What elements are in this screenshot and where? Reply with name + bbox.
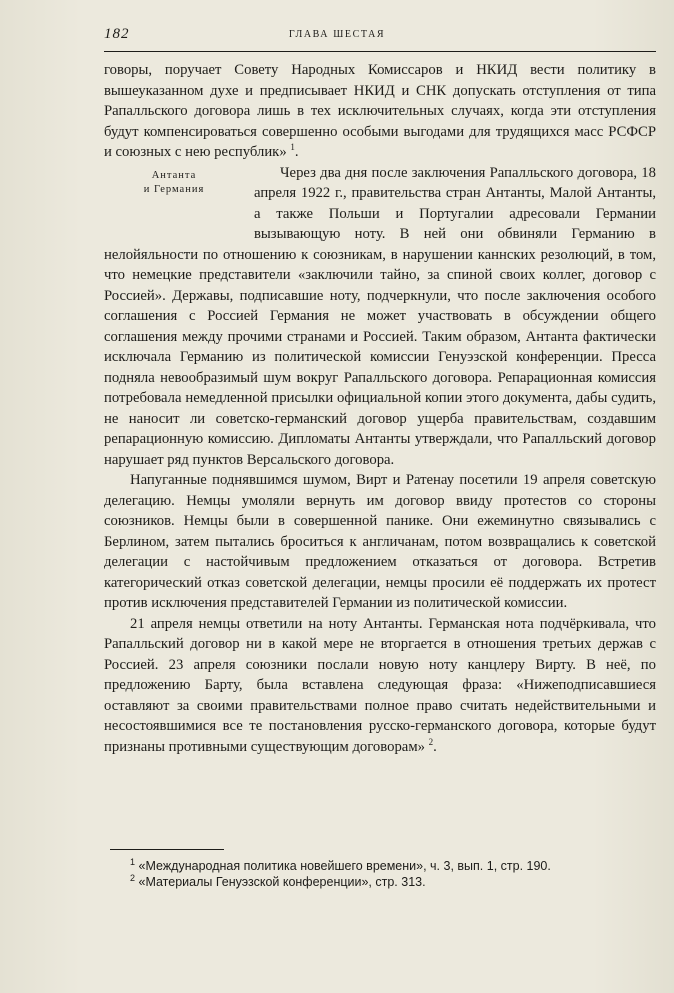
margin-note-line-1: Антанта	[151, 169, 197, 181]
paragraph-4-end: .	[433, 738, 437, 755]
paragraph-1-text: говоры, поручает Совету Народных Комиссаров и НКИД вести политику в вышеуказанном духе и предписывает НКИД и СНК допускать отступления от типа Рапалльского договора лишь в тех исключительных случаях, когда эти отступления будут компенсироваться совершенно особыми выгодами для трудящихся масс РСФСР и союзных с нею республик»	[104, 62, 656, 160]
footnote-rule	[110, 849, 224, 850]
header-rule	[104, 51, 656, 52]
paragraph-4	[104, 614, 656, 758]
footnote-1-text: «Международная политика новейшего времени», ч. 3, вып. 1, стр. 190.	[138, 859, 551, 873]
margin-note	[104, 169, 244, 227]
footnote-2-mark: 2	[130, 872, 136, 883]
footnote-ref-1[interactable]: 1	[290, 142, 295, 153]
footnote-2-text: «Материалы Генуэзской конференции», стр. 313.	[138, 875, 426, 889]
paragraph-4-text: 21 апреля немцы ответили на ноту Антанты. Германская нота подчёркивала, что Рапалльский договор ни в какой мере не вторгается в отношения третьих держав с Россией. 23 апреля союзники послали новую ноту канцлеру Вирту. В неё, по предложению Барту, была вставлена следующая фраза: «Нижеподписавшиеся оставляют за своими правительствами полное право считать недействительными и несостоявшимися все те постановления русско-германского договора, которые будут признаны противными существующим договорам»	[104, 615, 656, 755]
page-number: 182	[104, 26, 130, 42]
paragraph-3: Напуганные поднявшимся шумом, Вирт и Ратенау посетили 19 апреля советскую делегацию. Немцы умоляли вернуть им договор ввиду протестов со стороны союзников. Немцы были в совершенной панике. Они ежеминутно связывались с Берлином, затем пытались броситься к англичанам, потом возвращались к советской делегации с настойчивым предложением отказаться от договора. Встретив категорический отказ советской делегации, немцы просили её поддержать их протест против исключения представителей Германии из политической комиссии.	[104, 472, 656, 611]
paragraph-1	[104, 60, 656, 163]
paragraph-2-text: Через два дня после заключения Рапалльского договора, 18 апреля 1922 г., правительства стран Антанты, Малой Антанты, а также Польши и Португалии адресовали Германии вызывающую ноту. В ней они обвиняли Германию в нелойяльности по отношению к союзникам, в нарушении каннских резолюций, в том, что немецкие представители «заключили тайно, за спиной своих коллег, договор с Россией». Державы, подписавшие ноту, подчеркнули, что после заключения особого соглашения с Россией Германия не может участвовать в обсуждении общего соглашения между прочими странами и Россией. Таким образом, Антанта фактически исключала Германию из политической комиссии Генуэзской конференции. Пресса подняла невообразимый шум вокруг Рапалльского договора. Репарационная комиссия потребовала немедленной присылки официальной копии этого документа, дабы судить, не наносит ли советско-германский договор ущерба правительствам, создавшим репарационную комиссию. Дипломаты Антанты утверждали, что Рапалльский договор нарушает ряд пунктов Версальского договора.	[104, 164, 656, 468]
footnote-ref-2[interactable]: 2	[428, 736, 434, 747]
main-text	[104, 60, 656, 757]
margin-note-line-2: и Германия	[143, 183, 205, 195]
footnote-2	[104, 874, 656, 890]
footnote-1	[104, 858, 656, 874]
paragraph-2	[104, 163, 656, 471]
paragraph-1-end: .	[294, 144, 299, 160]
footnotes	[104, 858, 656, 890]
footnote-1-mark: 1	[130, 856, 136, 867]
running-title: ГЛАВА ШЕСТАЯ	[288, 29, 386, 40]
